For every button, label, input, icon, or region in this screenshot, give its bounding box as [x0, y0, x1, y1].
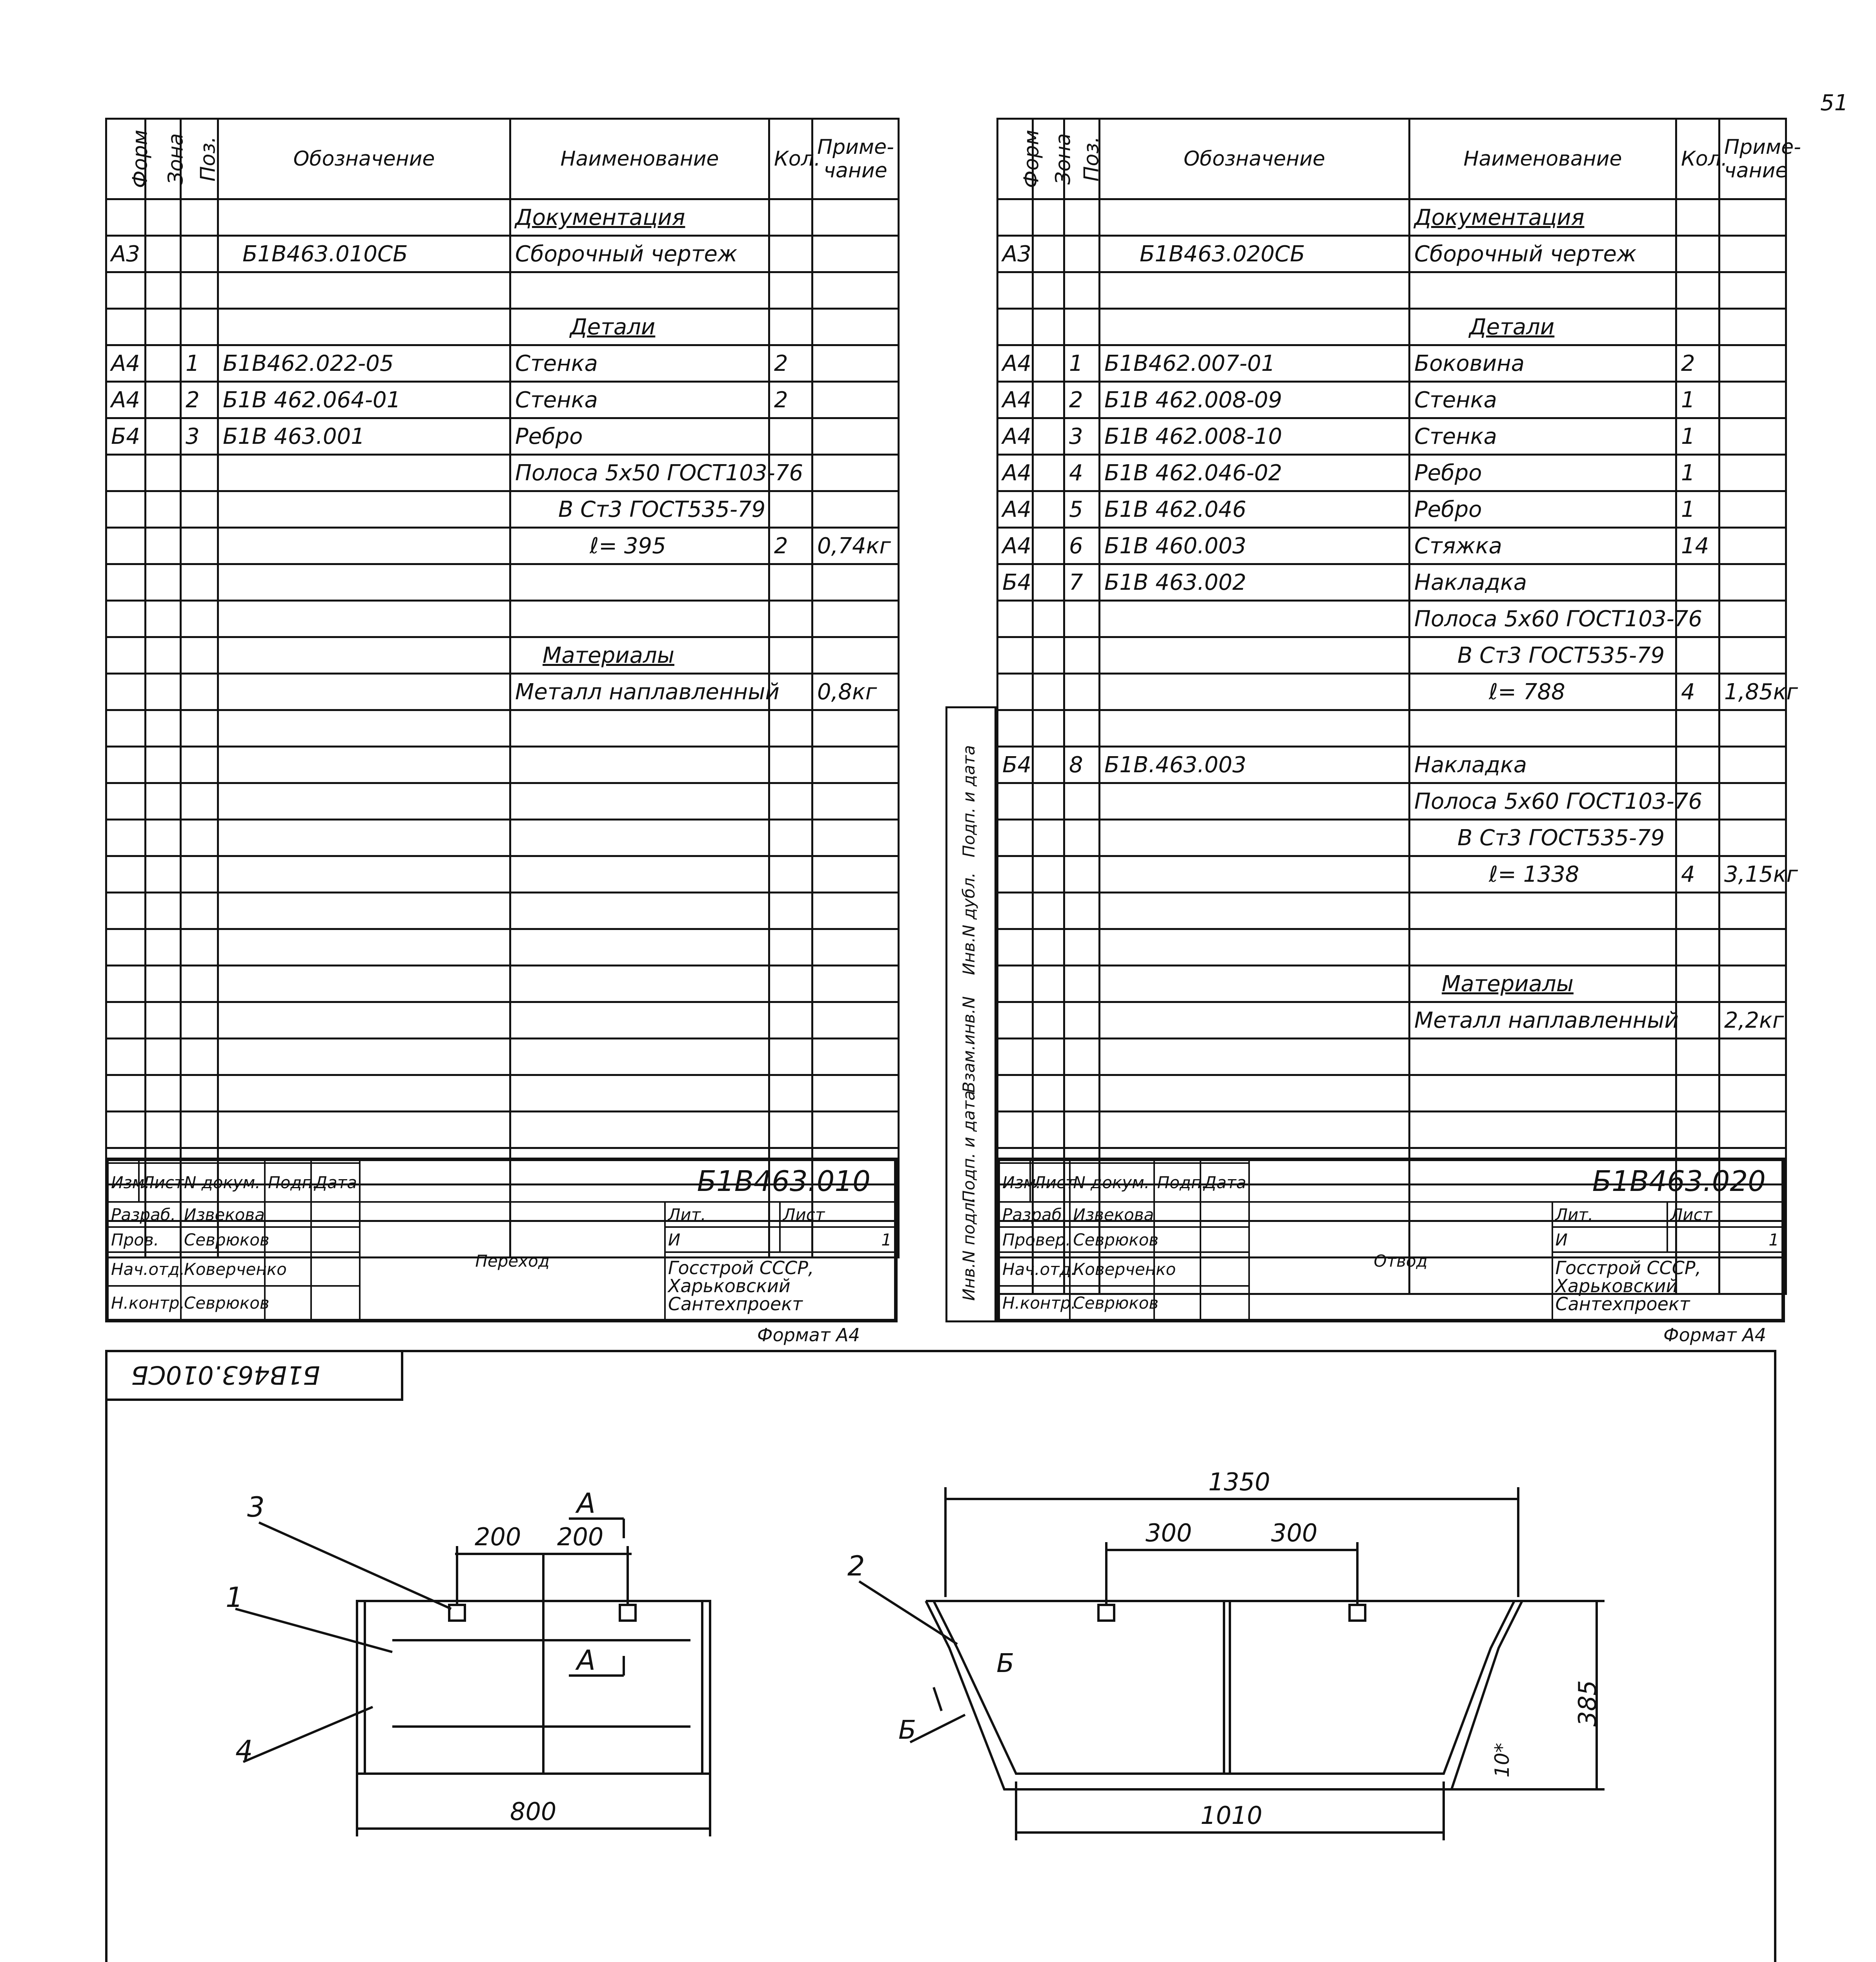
header-designation: Обозначение — [218, 119, 510, 199]
header-format: Форм — [106, 119, 146, 199]
section-mark-a-bottom: А — [577, 1644, 596, 1676]
header-note: Приме-чание — [812, 119, 899, 199]
table-row: А4 3 Б1В 462.008-10 Стенка 1 — [998, 418, 1786, 455]
dim-300-b: 300 — [1271, 1519, 1318, 1547]
section-parts: Детали — [510, 309, 769, 345]
section-mark-b-right: Б — [996, 1648, 1014, 1678]
dim-200-b: 200 — [557, 1523, 604, 1551]
dim-10-ref: 10* — [1491, 1743, 1514, 1778]
header-name: Наименование — [510, 119, 769, 199]
table-row: Б4 8 Б1В.463.003 Накладка — [998, 747, 1786, 783]
table-row: Б4 7 Б1В 463.002 Накладка — [998, 564, 1786, 601]
doc-designation: Б1В463.010СБ — [218, 236, 510, 272]
pos-label-3: 3 — [247, 1491, 265, 1523]
dim-1010: 1010 — [1200, 1801, 1262, 1830]
header-pos: Поз. — [181, 119, 218, 199]
dim-200-a: 200 — [475, 1523, 521, 1551]
right-title-block: Б1В463.020 Изм. Лист N докум. Подп. Дата Разраб. Извекова Отвод Лит. Лист Провер. Севрюков И 1 Нач.отд. Коверченко Госстрой СССР, Харьковский Сантехпроект Н.контр. Севрюков — [996, 1158, 1785, 1322]
table-row: А4 2 Б1В 462.064-01 Стенка 2 — [106, 382, 899, 418]
header-zone: Зона — [146, 119, 181, 199]
dim-1350: 1350 — [1208, 1468, 1270, 1496]
table-row: А4 5 Б1В 462.046 Ребро 1 — [998, 491, 1786, 528]
table-row: А4 1 Б1В462.022-05 Стенка 2 — [106, 345, 899, 382]
page-number: 51 — [1820, 90, 1849, 116]
right-spec-table: Форм Зона Поз. Обозначение Наименование Кол. Приме-чание Документация А3 Б1В463.020СБ Сборочный чертеж Детали А4 1 Б1В462.007-01 Боковина 2 А4 2 Б1В 462.008-09 Стенка 1 А4 3 Б1В 462.008-10 Стенка 1 А4 4 Б1В 462.046-02 Ребро 1 А4 5 Б1В 462.046 Ребро 1 А4 6 Б1В 460.003 Стяжка 14 Б4 7 Б1В 463.002 Накладка Полоса 5х60 ГОСТ103-76 В Ст3 ГОСТ535-79 ℓ= 788 4 1,85кг Б4 8 Б1В.463.003 Накладка Полоса 5х60 ГОСТ103-76 В Ст3 ГОСТ535-79 ℓ= 1338 4 3,15кг Материалы Металл наплавленный 2,2кг — [996, 118, 1787, 1295]
left-format: Формат А4 — [757, 1324, 860, 1346]
section-mark-b-left: Б — [898, 1715, 916, 1745]
pos-label-4: 4 — [235, 1734, 253, 1767]
pos-label-1: 1 — [226, 1581, 243, 1614]
left-tb-code: Б1В463.010 — [360, 1160, 895, 1202]
table-row: А4 1 Б1В462.007-01 Боковина 2 — [998, 345, 1786, 382]
table-row: А4 2 Б1В 462.008-09 Стенка 1 — [998, 382, 1786, 418]
strip-mass: 0,74кг — [812, 528, 899, 564]
table-row: А4 4 Б1В 462.046-02 Ребро 1 — [998, 455, 1786, 491]
dim-385: 385 — [1573, 1680, 1602, 1727]
stamp-code: Б1В463.010СБ — [131, 1360, 320, 1389]
table-row: Б4 3 Б1В 463.001 Ребро — [106, 418, 899, 455]
doc-format: А3 — [106, 236, 146, 272]
doc-name: Сборочный чертеж — [510, 236, 769, 272]
dim-800: 800 — [510, 1797, 557, 1826]
section-mark-a-top: А — [577, 1487, 596, 1519]
strip-line2: В Ст3 ГОСТ535-79 — [510, 491, 769, 528]
strip-length: ℓ= 395 — [510, 528, 769, 564]
strip-qty: 2 — [769, 528, 812, 564]
section-docs: Документация — [510, 199, 769, 236]
material-mass: 0,8кг — [812, 674, 899, 710]
header-qty: Кол. — [769, 119, 812, 199]
table-row: А4 6 Б1В 460.003 Стяжка 14 — [998, 528, 1786, 564]
section-materials: Материалы — [510, 637, 769, 674]
dim-300-a: 300 — [1146, 1519, 1192, 1547]
left-title-block: Б1В463.010 Изм. Лист N докум. Подп. Дата Разраб. Извекова Переход Лит. Лист Пров. Севрюков И 1 Нач.отд. Коверченко Госстрой СССР, Харьковский Сантехпроект Н.контр. Севрюков — [105, 1158, 898, 1322]
material-name: Металл наплавленный — [510, 674, 769, 710]
pos-label-2: 2 — [847, 1550, 865, 1582]
strip-line1: Полоса 5х50 ГОСТ103-76 — [510, 455, 769, 491]
left-tb-title: Переход — [360, 1202, 665, 1320]
transition-front-view — [357, 1601, 710, 1774]
side-label-strip: Инв.N подл. Подп. и дата Взам.инв.N Инв.N дубл. Подп. и дата — [945, 706, 996, 1322]
